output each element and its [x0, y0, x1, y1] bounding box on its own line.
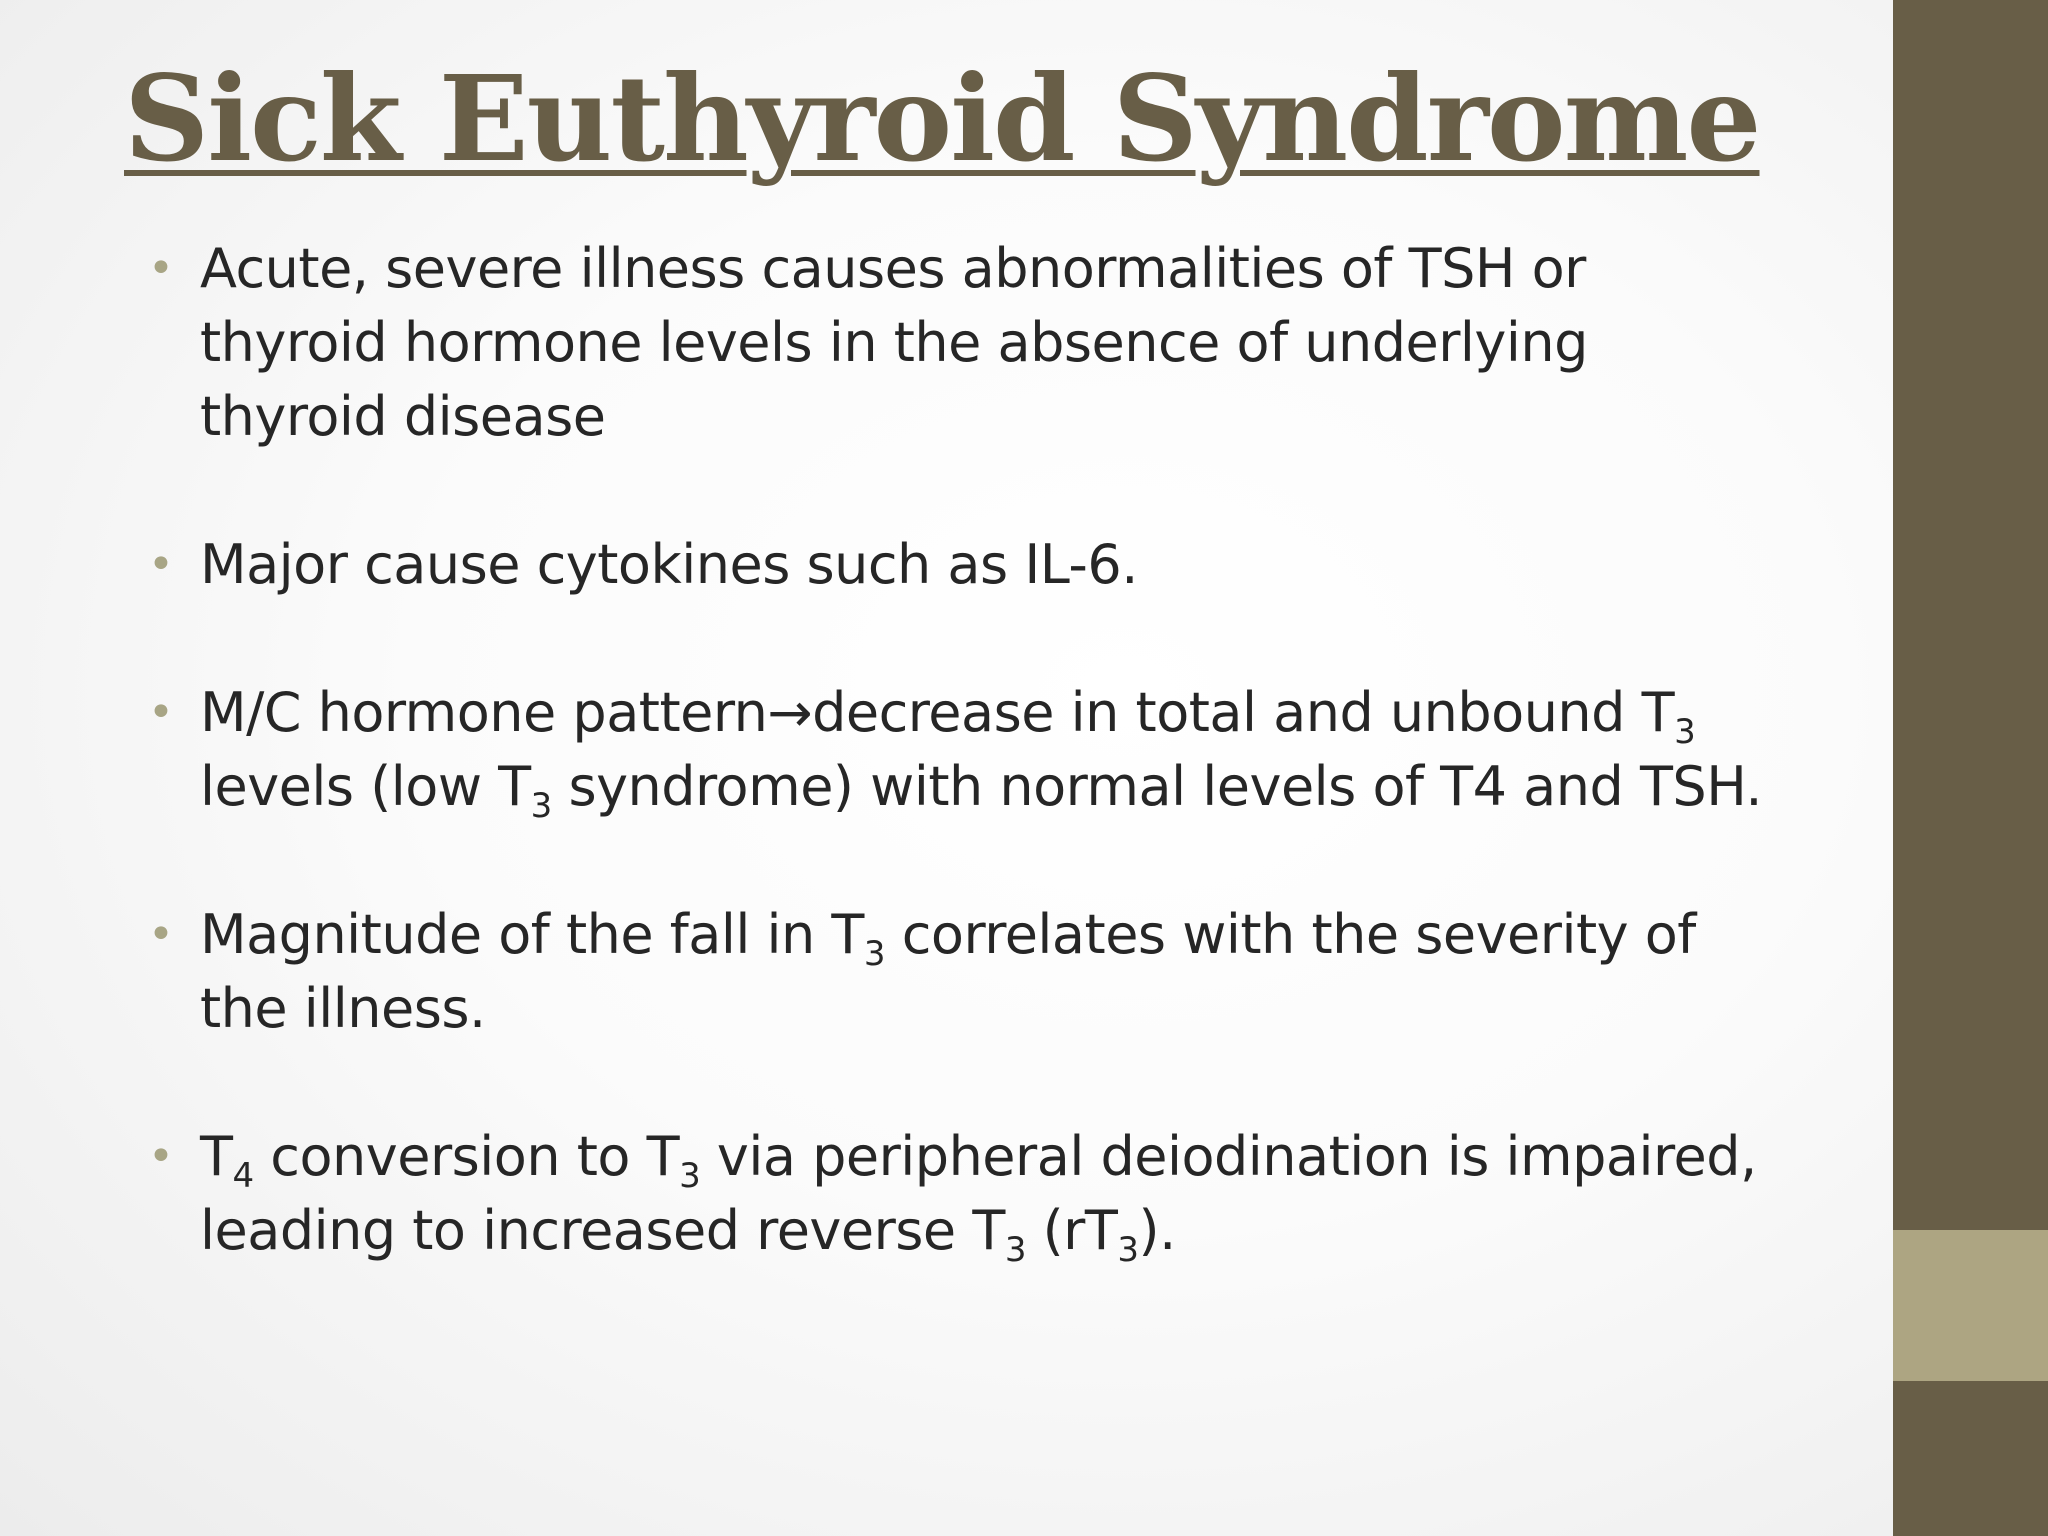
subscript: 3 [1117, 1230, 1139, 1270]
bullet-text-part: syndrome) with normal levels of T4 and TSH. [551, 755, 1763, 818]
arrow-right-icon: → [767, 681, 813, 744]
bullet-dot-icon: • [148, 687, 174, 738]
side-bar [1893, 0, 2048, 1536]
slide-title: Sick Euthyroid Syndrome [124, 49, 1760, 188]
bullet-item-5 [140, 1120, 1780, 1268]
bullet-item-2 [140, 528, 1780, 602]
bullet-text: Major cause cytokines such as IL-6. [200, 533, 1138, 596]
bullet-text-part: correlates with the severity of the illness. [200, 903, 1696, 1040]
bullet-text-part: decrease in total and unbound T [812, 681, 1675, 744]
bullet-dot-icon: • [148, 243, 174, 294]
bullet-text-part: via peripheral deiodination is impaired, leading to increased reverse T [200, 1125, 1757, 1262]
bullet-dot-icon: • [148, 1131, 174, 1182]
bullet-text: Acute, severe illness causes abnormalities of TSH or thyroid hormone levels in the absence of underlying thyroid disease [200, 237, 1588, 448]
subscript: 3 [1004, 1230, 1026, 1270]
bullet-item-1 [140, 232, 1780, 454]
bullet-text-part: levels (low T [200, 755, 531, 818]
bullet-text-part: Magnitude of the fall in T [200, 903, 864, 966]
bullet-item-3 [140, 676, 1780, 824]
subscript: 3 [1674, 712, 1696, 752]
bullet-text-part: M/C hormone pattern [200, 681, 768, 744]
side-accent-block [1893, 1230, 2048, 1381]
bullet-dot-icon: • [148, 909, 174, 960]
subscript: 3 [530, 786, 552, 826]
bullet-text-part: conversion to T [253, 1125, 680, 1188]
bullet-text-part: T [200, 1125, 233, 1188]
bullet-text-part: (rT [1025, 1199, 1118, 1262]
bullet-list [140, 232, 1780, 1268]
bullet-item-4 [140, 898, 1780, 1046]
bullet-dot-icon: • [148, 539, 174, 590]
bullet-text-part: ). [1138, 1199, 1176, 1262]
subscript: 3 [679, 1156, 701, 1196]
subscript: 4 [232, 1156, 254, 1196]
subscript: 3 [863, 934, 886, 974]
